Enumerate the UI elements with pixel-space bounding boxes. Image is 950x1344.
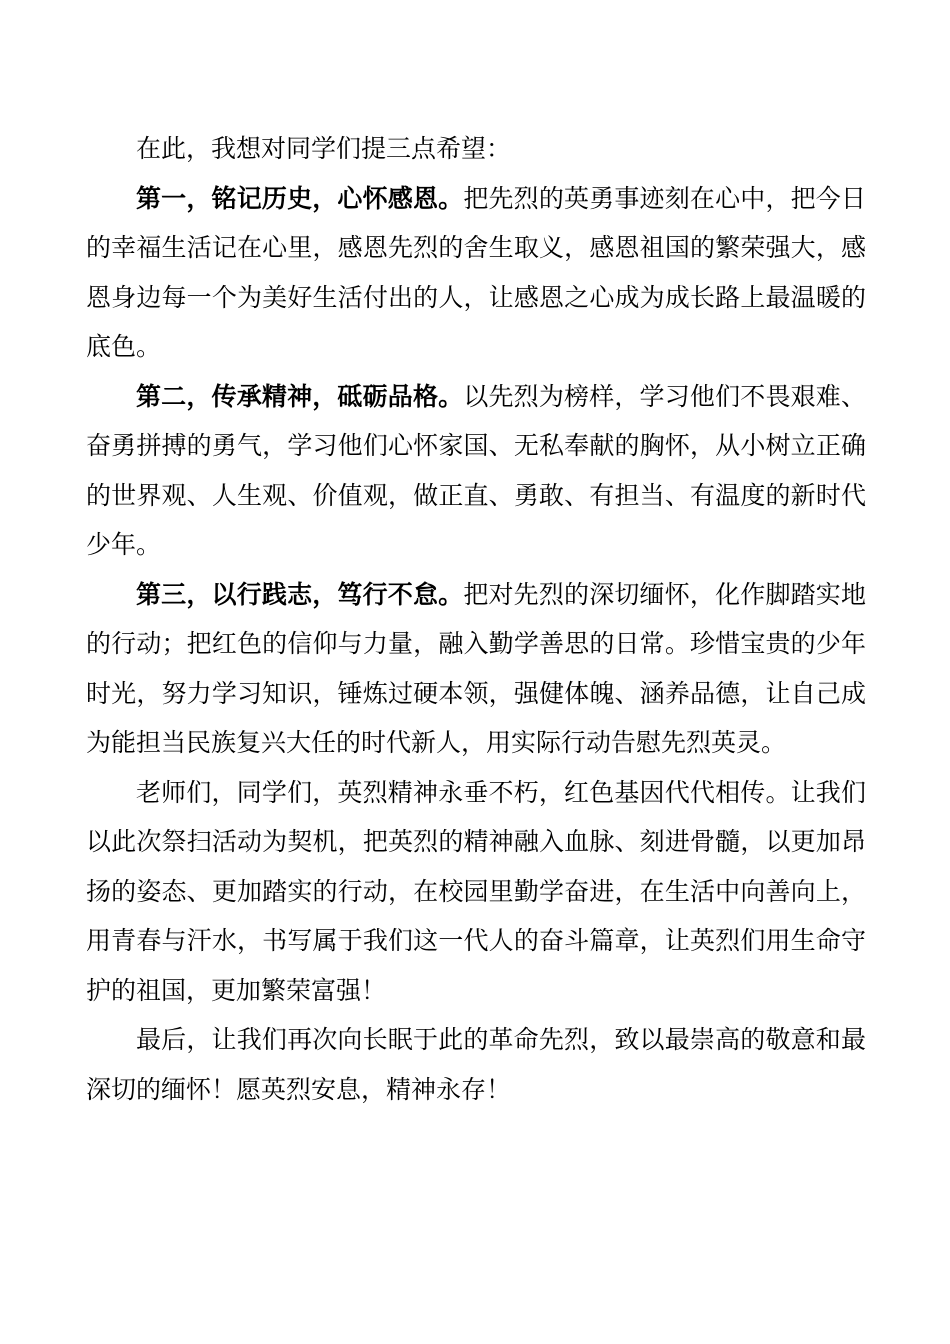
document-body: [86, 124, 866, 1114]
hope-one-text: 把先烈的英勇事迹刻在心中，把今日的幸福生活记在心里，感恩先烈的舍生取义，感恩祖国的繁荣强大，感恩身边每一个为美好生活付出的人，让感恩之心成为成长路上最温暖的底色。: [86, 183, 866, 361]
appeal-paragraph: 老师们，同学们，英烈精神永垂不朽，红色基因代代相传。让我们以此次祭扫活动为契机，把英烈的精神融入血脉、刻进骨髓，以更加昂扬的姿态、更加踏实的行动，在校园里勤学奋进，在生活中向善向上，用青春与汗水，书写属于我们这一代人的奋斗篇章，让英烈们用生命守护的祖国，更加繁荣富强！: [86, 777, 866, 1005]
hope-two-heading: 第二，传承精神，砥砺品格。: [136, 381, 464, 411]
hope-three-text: 把对先烈的深切缅怀，化作脚踏实地的行动；把红色的信仰与力量，融入勤学善思的日常。珍惜宝贵的少年时光，努力学习知识，锤炼过硬本领，强健体魄、涵养品德，让自己成为能担当民族复兴大任的时代新人，用实际行动告慰先烈英灵。: [86, 579, 866, 757]
hope-one-paragraph: [86, 174, 866, 372]
closing-paragraph: 最后，让我们再次向长眠于此的革命先烈，致以最崇高的敬意和最深切的缅怀！愿英烈安息，精神永存！: [86, 1025, 866, 1104]
hope-three-heading: 第三，以行践志，笃行不怠。: [136, 579, 464, 609]
hope-two-text: 以先烈为榜样，学习他们不畏艰难、奋勇拼搏的勇气，学习他们心怀家国、无私奉献的胸怀，从小树立正确的世界观、人生观、价值观，做正直、勇敢、有担当、有温度的新时代少年。: [86, 381, 866, 559]
hope-one-heading: 第一，铭记历史，心怀感恩。: [136, 183, 464, 213]
intro-paragraph: 在此，我想对同学们提三点希望：: [136, 134, 512, 163]
hope-three-paragraph: [86, 570, 866, 768]
hope-two-paragraph: [86, 372, 866, 570]
